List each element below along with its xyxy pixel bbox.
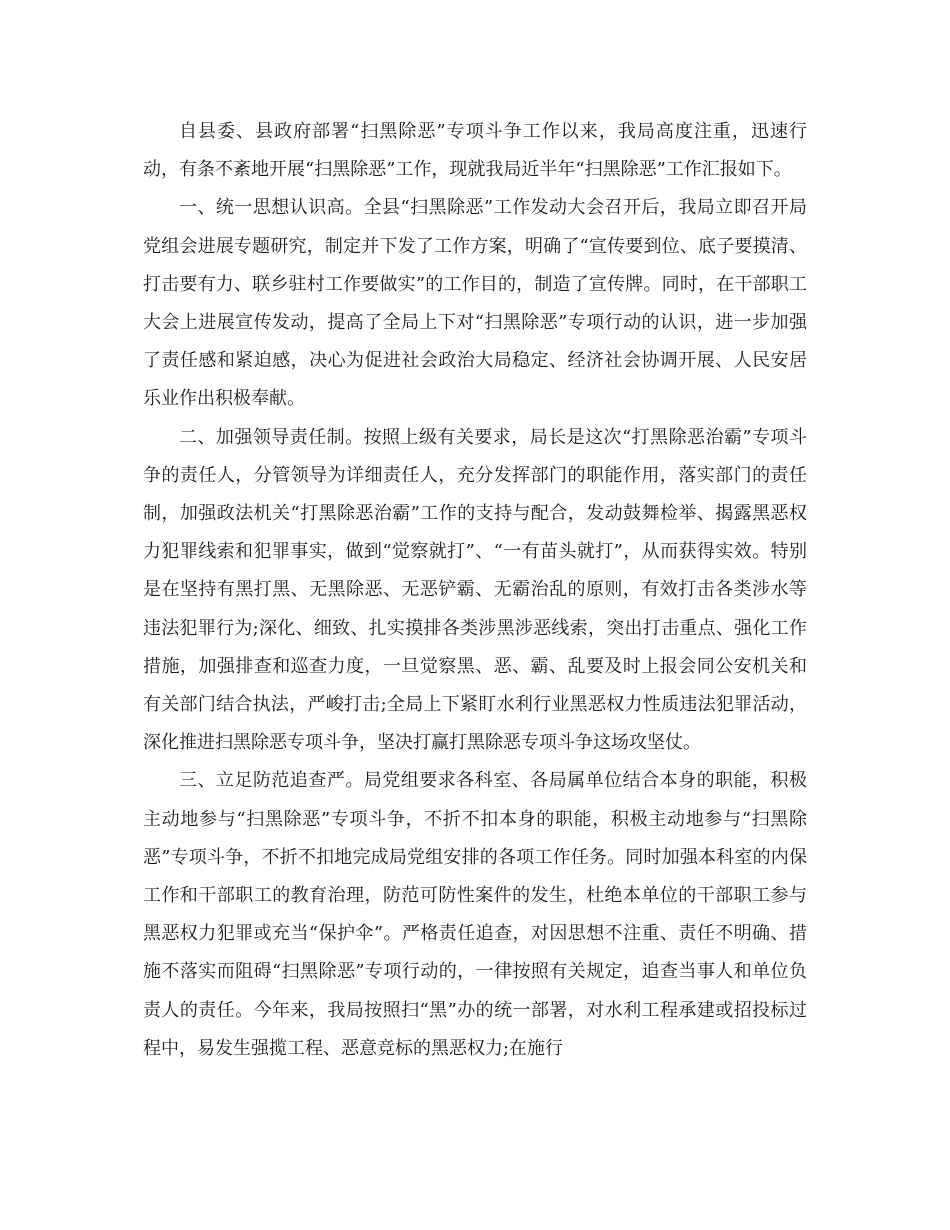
paragraph-section-1: 一、统一思想认识高。全县“扫黑除恶”工作发动大会召开后，我局立即召开局党组会进展专题研究，制定并下发了工作方案，明确了“宣传要到位、底子要摸清、打击要有力、联乡驻村工作要做实”的工作目的，制造了宣传牌。同时，在干部职工大会上进展宣传发动，提高了全局上下对“扫黑除恶”专项行动的认识，进一步加强了责任感和紧迫感，决心为促进社会政治大局稳定、经济社会协调开展、人民安居乐业作出积极奉献。 (143, 197, 807, 410)
paragraph-intro: 自县委、县政府部署“扫黑除恶”专项斗争工作以来，我局高度注重，迅速行动，有条不紊地开展“扫黑除恶”工作，现就我局近半年“扫黑除恶”工作汇报如下。 (143, 121, 807, 181)
paragraph-section-3: 三、立足防范追查严。局党组要求各科室、各局属单位结合本身的职能，积极主动地参与“扫黑除恶”专项斗争，不折不扣本身的职能，积极主动地参与“扫黑除恶”专项斗争，不折不扣地完成局党组安排的各项工作任务。同时加强本科室的内保工作和干部职工的教育治理，防范可防性案件的发生，杜绝本单位的干部职工参与黑恶权力犯罪或充当“保护伞”。严格责任追查，对因思想不注重、责任不明确、措施不落实而阻碍“扫黑除恶”专项行动的，一律按照有关规定，追查当事人和单位负责人的责任。今年来，我局按照扫“黑”办的统一部署，对水利工程承建或招投标过程中，易发生强揽工程、恶意竞标的黑恶权力;在施行 (143, 770, 807, 1059)
paragraph-section-2: 二、加强领导责任制。按照上级有关要求，局长是这次“打黑除恶治霸”专项斗争的责任人，分管领导为详细责任人，充分发挥部门的职能作用，落实部门的责任制，加强政法机关“打黑除恶治霸”工作的支持与配合，发动鼓舞检举、揭露黑恶权力犯罪线索和犯罪事实，做到“觉察就打”、“一有苗头就打”，从而获得实效。特别是在坚持有黑打黑、无黑除恶、无恶铲霸、无霸治乱的原则，有效打击各类涉水等违法犯罪行为;深化、细致、扎实摸排各类涉黑涉恶线索，突出打击重点、强化工作措施，加强排查和巡查力度，一旦觉察黑、恶、霸、乱要及时上报会同公安机关和有关部门结合执法，严峻打击;全局上下紧盯水利行业黑恶权力性质违法犯罪活动，深化推进扫黑除恶专项斗争，坚决打赢打黑除恶专项斗争这场攻坚仗。 (143, 426, 807, 754)
document-body (143, 113, 807, 1068)
